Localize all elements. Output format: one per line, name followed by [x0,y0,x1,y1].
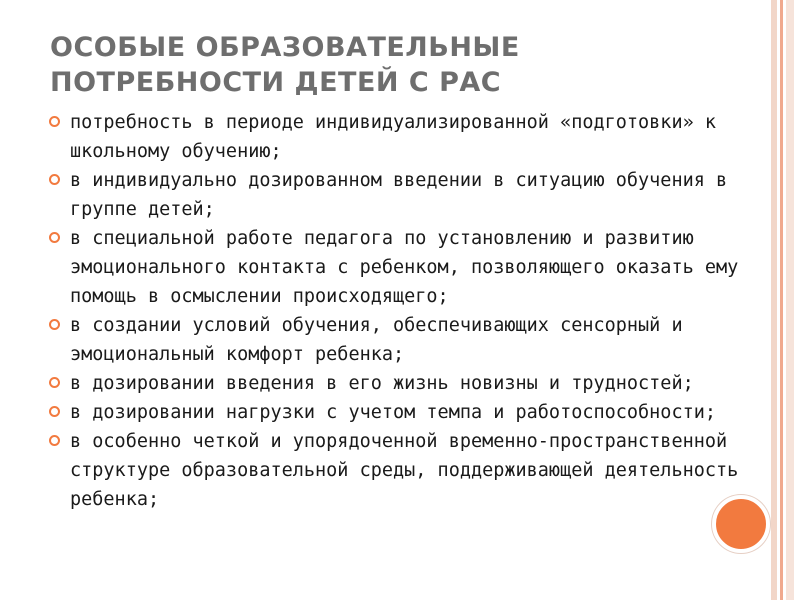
border-stripe [780,0,783,600]
bullet-circle-icon [49,406,60,417]
bullet-circle-icon [49,377,60,388]
list-item [48,398,770,427]
slide-title: ОСОБЫЕ ОБРАЗОВАТЕЛЬНЫЕ ПОТРЕБНОСТИ ДЕТЕЙ С РАС [50,32,520,98]
list-item [48,427,770,514]
bullet-circle-icon [49,116,60,127]
bullet-circle-icon [49,319,60,330]
list-item-text: в особенно четкой и упорядоченной временно-пространственной структуре образовательной среды, поддерживающей деятельность ребенка; [70,431,739,510]
border-stripe [786,0,794,600]
list-item-text: в дозировании введения в его жизнь новизны и трудностей; [70,373,694,394]
list-item [48,311,770,369]
list-item-text: в дозировании нагрузки с учетом темпа и работоспособности; [70,402,717,423]
list-item-text: потребность в периоде индивидуализированной «подготовки» к школьному обучению; [70,112,717,162]
border-stripe [771,0,777,600]
bullet-circle-icon [49,232,60,243]
list-item-text: в специальной работе педагога по установлению и развитию эмоционального контакта с ребенком, позволяющего оказать ему помощь в осмыслении происходящего; [70,228,739,307]
list-item [48,166,770,224]
list-item-text: в индивидуально дозированном введении в ситуацию обучения в группе детей; [70,170,728,220]
bullet-list [48,108,770,514]
list-item [48,369,770,398]
list-item-text: в создании условий обучения, обеспечивающих сенсорный и эмоциональный комфорт ребенка; [70,315,683,365]
list-item [48,108,770,166]
list-item [48,224,770,311]
bullet-circle-icon [49,435,60,446]
bullet-circle-icon [49,174,60,185]
